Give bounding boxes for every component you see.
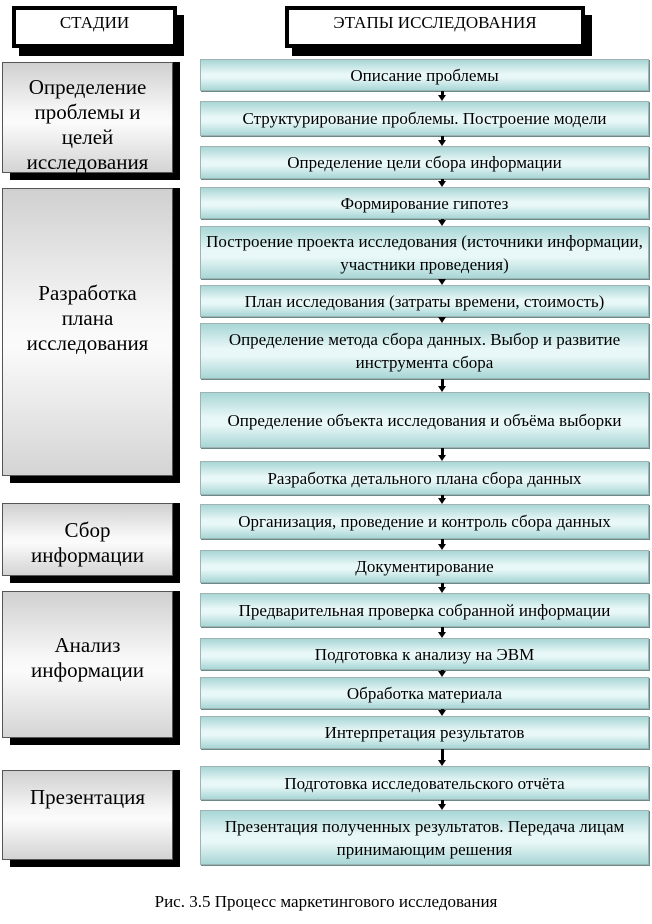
down-arrow-icon xyxy=(441,670,444,672)
down-arrow-icon xyxy=(441,179,444,182)
stages-header-frame xyxy=(12,6,177,48)
step-label: Структурирование проблемы. Построение модели xyxy=(242,109,607,128)
steps-header-label: ЭТАПЫ ИССЛЕДОВАНИЯ xyxy=(333,13,537,32)
figure-caption: Рис. 3.5 Процесс маркетингового исследования xyxy=(154,892,498,911)
step-box xyxy=(200,285,649,317)
down-arrow-icon xyxy=(441,709,444,711)
step-label: Подготовка к анализу на ЭВМ xyxy=(314,644,535,664)
stage-label: Определение проблемы и целей исследования xyxy=(26,75,149,174)
down-arrow-icon xyxy=(441,448,444,456)
step-box xyxy=(200,146,649,179)
step-label: Обработка материала xyxy=(346,683,503,703)
down-arrow-icon xyxy=(441,91,444,96)
step-label: Формирование гипотез xyxy=(340,193,509,213)
stage-box xyxy=(2,591,173,738)
down-arrow-icon xyxy=(441,749,444,761)
step-box xyxy=(200,187,649,219)
step-box xyxy=(200,766,649,800)
down-arrow-icon xyxy=(441,627,444,633)
steps-header xyxy=(285,6,592,56)
step-box xyxy=(200,593,649,627)
down-arrow-icon xyxy=(441,317,444,318)
step-box xyxy=(200,461,649,495)
step-box xyxy=(200,810,649,865)
step-label: Разработка детального плана сбора данных xyxy=(267,468,582,488)
down-arrow-icon xyxy=(441,800,444,805)
stage-label: Сбор информации xyxy=(31,518,144,567)
stage-data-collection xyxy=(2,503,180,583)
step-label: Построение проекта исследования (источники информации, участники проведения) xyxy=(206,231,643,274)
step-box xyxy=(200,716,649,749)
step-label: Интерпретация результатов xyxy=(324,723,525,742)
step-label: Описание проблемы xyxy=(350,65,499,85)
stage-label: Анализ информации xyxy=(31,633,144,682)
down-arrow-icon xyxy=(441,279,444,280)
step-box xyxy=(200,323,649,379)
down-arrow-icon xyxy=(441,379,444,387)
step-label: Подготовка исследовательского отчёта xyxy=(284,773,565,793)
step-box xyxy=(200,101,649,136)
step-box xyxy=(200,504,649,539)
step-box xyxy=(200,392,649,448)
step-label: Организация, проведение и контроль сбора данных xyxy=(238,512,611,531)
stage-problem-definition xyxy=(2,62,180,180)
stage-plan-development xyxy=(2,188,180,483)
down-arrow-icon xyxy=(441,583,444,588)
stage-presentation xyxy=(2,770,180,867)
step-label: Определение объекта исследования и объёма выборки xyxy=(227,410,622,430)
stage-box xyxy=(2,188,173,476)
stages-header xyxy=(12,6,184,56)
step-label: Определение цели сбора информации xyxy=(287,153,562,172)
step-label: Документирование xyxy=(355,557,494,576)
step-label: Презентация полученных результатов. Передача лицам принимающим решения xyxy=(224,816,625,859)
step-box xyxy=(200,226,649,279)
stage-data-analysis xyxy=(2,591,180,745)
stage-label: Разработка плана исследования xyxy=(26,281,149,355)
steps-header-frame xyxy=(285,6,585,48)
step-label: План исследования (затраты времени, стоимость) xyxy=(244,291,605,311)
down-arrow-icon xyxy=(441,495,444,499)
step-label: Предварительная проверка собранной информации xyxy=(238,600,611,620)
step-box xyxy=(200,59,649,91)
step-box xyxy=(200,638,649,670)
down-arrow-icon xyxy=(441,219,444,221)
stage-box xyxy=(2,770,173,860)
stage-box xyxy=(2,503,173,576)
step-box xyxy=(200,550,649,583)
stage-label: Презентация xyxy=(30,785,145,809)
stages-header-label: СТАДИИ xyxy=(59,13,130,32)
step-label: Определение метода сбора данных. Выбор и развитие инструмента сбора xyxy=(228,330,621,372)
down-arrow-icon xyxy=(441,539,444,545)
down-arrow-icon xyxy=(441,136,444,141)
step-box xyxy=(200,677,649,709)
stage-box xyxy=(2,62,173,173)
